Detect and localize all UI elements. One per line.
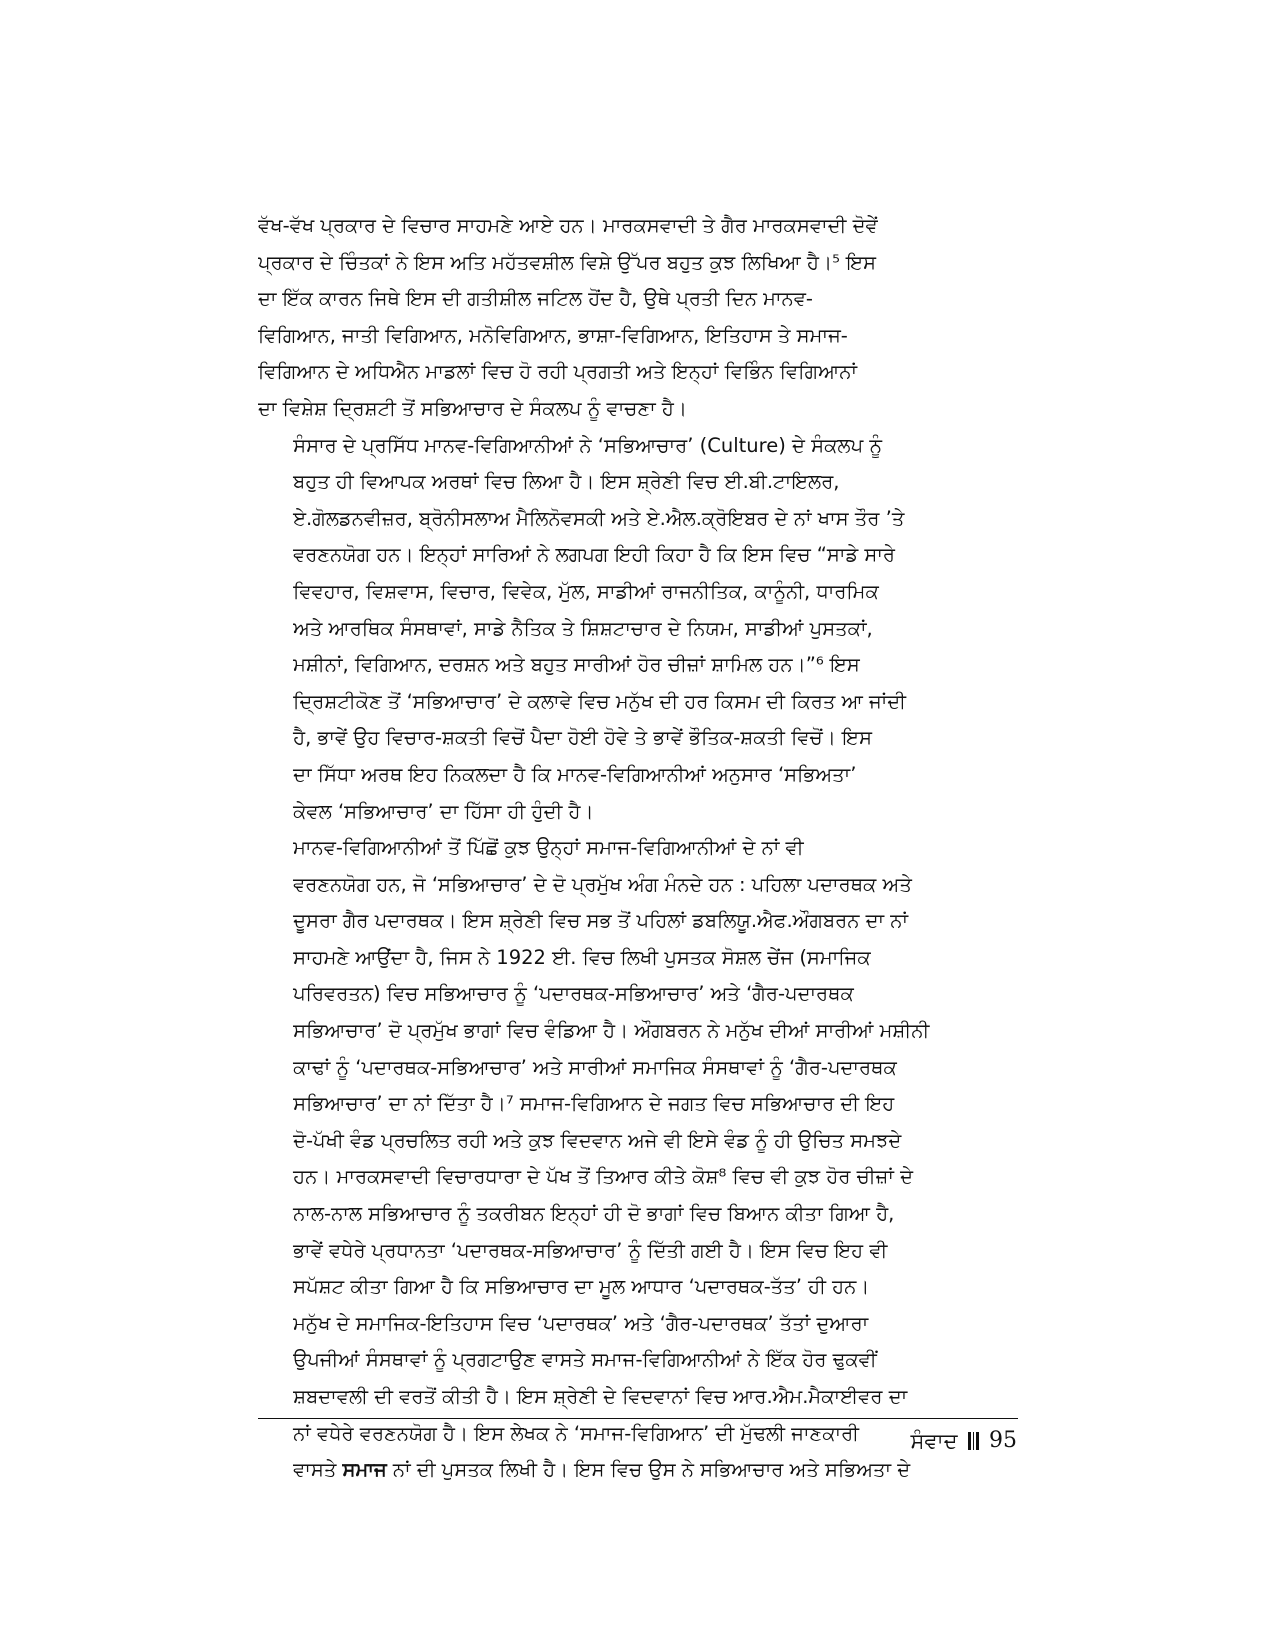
- text-line: ਕਾਢਾਂ ਨੂੰ ‘ਪਦਾਰਥਕ-ਸਭਿਆਚਾਰ’ ਅਤੇ ਸਾਰੀਆਂ ਸਮਾਜਿਕ ਸੰਸਥਾਵਾਂ ਨੂੰ ‘ਗੈਰ-ਪਦਾਰਥਕ: [293, 1055, 897, 1079]
- text-line: ਵਿਵਹਾਰ, ਵਿਸ਼ਵਾਸ, ਵਿਚਾਰ, ਵਿਵੇਕ, ਮੁੱਲ, ਸਾਡੀਆਂ ਰਾਜਨੀਤਿਕ, ਕਾਨੂੰਨੀ, ਧਾਰਮਿਕ: [293, 579, 879, 603]
- paragraph-4: [258, 1306, 1018, 1489]
- text-line: ਵਿਗਿਆਨ, ਜਾਤੀ ਵਿਗਿਆਨ, ਮਨੋਵਿਗਿਆਨ, ਭਾਸ਼ਾ-ਵਿਗਿਆਨ, ਇਤਿਹਾਸ ਤੇ ਸਮਾਜ-: [258, 323, 848, 347]
- text-line: ਸਭਿਆਚਾਰ’ ਦਾ ਨਾਂ ਦਿੱਤਾ ਹੈ।⁷ ਸਮਾਜ-ਵਿਗਿਆਨ ਦੇ ਜਗਤ ਵਿਚ ਸਭਿਆਚਾਰ ਦੀ ਇਹ: [293, 1092, 895, 1116]
- text-line: ਕੇਵਲ ‘ਸਭਿਆਚਾਰ’ ਦਾ ਹਿੱਸਾ ਹੀ ਹੁੰਦੀ ਹੈ।: [293, 799, 594, 823]
- text-line: ਸਪੱਸ਼ਟ ਕੀਤਾ ਗਿਆ ਹੈ ਕਿ ਸਭਿਆਚਾਰ ਦਾ ਮੂਲ ਆਧਾਰ ‘ਪਦਾਰਥਕ-ਤੱਤ’ ਹੀ ਹਨ।: [293, 1275, 870, 1299]
- text-line: ਦਾ ਇੱਕ ਕਾਰਨ ਜਿਥੇ ਇਸ ਦੀ ਗਤੀਸ਼ੀਲ ਜਟਿਲ ਹੋਂਦ ਹੈ, ਉਥੇ ਪ੍ਰਤੀ ਦਿਨ ਮਾਨਵ-: [258, 287, 813, 311]
- text-line: ਦੂਸਰਾ ਗੈਰ ਪਦਾਰਥਕ। ਇਸ ਸ਼੍ਰੇਣੀ ਵਿਚ ਸਭ ਤੋਂ ਪਹਿਲਾਂ ਡਬਲਿਯੂ.ਐਫ.ਔਗਬਰਨ ਦਾ ਨਾਂ: [293, 909, 909, 933]
- text-line: ਦ੍ਰਿਸ਼ਟੀਕੋਣ ਤੋਂ ‘ਸਭਿਆਚਾਰ’ ਦੇ ਕਲਾਵੇ ਵਿਚ ਮਨੁੱਖ ਦੀ ਹਰ ਕਿਸਮ ਦੀ ਕਿਰਤ ਆ ਜਾਂਦੀ: [293, 689, 907, 713]
- text-line: ਦਾ ਵਿਸ਼ੇਸ਼ ਦ੍ਰਿਸ਼ਟੀ ਤੋਂ ਸਭਿਆਚਾਰ ਦੇ ਸੰਕਲਪ ਨੂੰ ਵਾਚਣਾ ਹੈ।: [258, 396, 688, 420]
- text-line: ਪ੍ਰਕਾਰ ਦੇ ਚਿੰਤਕਾਂ ਨੇ ਇਸ ਅਤਿ ਮਹੱਤਵਸ਼ੀਲ ਵਿਸ਼ੇ ਉੱਪਰ ਬਹੁਤ ਕੁਝ ਲਿਖਿਆ ਹੈ।⁵ ਇਸ: [258, 250, 877, 274]
- text-line: ਸੰਸਾਰ ਦੇ ਪ੍ਰਸਿੱਧ ਮਾਨਵ-ਵਿਗਿਆਨੀਆਂ ਨੇ ‘ਸਭਿਆਚਾਰ’ (Culture) ਦੇ ਸੰਕਲਪ ਨੂੰ: [293, 433, 883, 457]
- text-line: ਮਸ਼ੀਨਾਂ, ਵਿਗਿਆਨ, ਦਰਸ਼ਨ ਅਤੇ ਬਹੁਤ ਸਾਰੀਆਂ ਹੋਰ ਚੀਜ਼ਾਂ ਸ਼ਾਮਿਲ ਹਨ।”⁶ ਇਸ: [293, 653, 860, 677]
- body-text: [258, 208, 1018, 1489]
- text-line: ਅਤੇ ਆਰਥਿਕ ਸੰਸਥਾਵਾਂ, ਸਾਡੇ ਨੈਤਿਕ ਤੇ ਸ਼ਿਸ਼ਟਾਚਾਰ ਦੇ ਨਿਯਮ, ਸਾਡੀਆਂ ਪੁਸਤਕਾਂ,: [293, 616, 873, 640]
- text-line: ਏ.ਗੋਲਡਨਵੀਜ਼ਰ, ਬ੍ਰੋਨੀਸਲਾਅ ਮੈਲਿਨੋਵਸਕੀ ਅਤੇ ਏ.ਐਲ.ਕ੍ਰੋਇਬਰ ਦੇ ਨਾਂ ਖਾਸ ਤੌਰ ’ਤੇ: [293, 506, 905, 530]
- paragraph-1: [258, 208, 1018, 428]
- paragraph-4-lines: [258, 1306, 1018, 1452]
- text-line: ਦਾ ਸਿੱਧਾ ਅਰਥ ਇਹ ਨਿਕਲਦਾ ਹੈ ਕਿ ਮਾਨਵ-ਵਿਗਿਆਨੀਆਂ ਅਨੁਸਾਰ ‘ਸਭਿਅਤਾ’: [293, 762, 857, 786]
- text-line: ਸਾਹਮਣੇ ਆਉਂਦਾ ਹੈ, ਜਿਸ ਨੇ 1922 ਈ. ਵਿਚ ਲਿਖੀ ਪੁਸਤਕ ਸੋਸ਼ਲ ਚੇਂਜ (ਸਮਾਜਿਕ: [293, 945, 871, 969]
- text-line: ਭਾਵੇਂ ਵਧੇਰੇ ਪ੍ਰਧਾਨਤਾ ‘ਪਦਾਰਥਕ-ਸਭਿਆਚਾਰ’ ਨੂੰ ਦਿੱਤੀ ਗਈ ਹੈ। ਇਸ ਵਿਚ ਇਹ ਵੀ: [293, 1238, 888, 1262]
- text-line: ਵਰਣਨਯੋਗ ਹਨ, ਜੋ ‘ਸਭਿਆਚਾਰ’ ਦੇ ਦੋ ਪ੍ਰਮੁੱਖ ਅੰਗ ਮੰਨਦੇ ਹਨ : ਪਹਿਲਾ ਪਦਾਰਥਕ ਅਤੇ: [293, 872, 912, 896]
- text-line: ਹੈ, ਭਾਵੇਂ ਉਹ ਵਿਚਾਰ-ਸ਼ਕਤੀ ਵਿਚੋਂ ਪੈਦਾ ਹੋਈ ਹੋਵੇ ਤੇ ਭਾਵੇਂ ਭੌਤਿਕ-ਸ਼ਕਤੀ ਵਿਚੋਂ। ਇਸ: [293, 726, 872, 750]
- final-line-lead: ਵਾਸਤੇ: [293, 1458, 343, 1482]
- text-line: ਵਿਗਿਆਨ ਦੇ ਅਧਿਐਨ ਮਾਡਲਾਂ ਵਿਚ ਹੋ ਰਹੀ ਪ੍ਰਗਤੀ ਅਤੇ ਇਨ੍ਹਾਂ ਵਿਭਿੰਨ ਵਿਗਿਆਨਾਂ: [258, 360, 858, 384]
- text-line: ਹਨ। ਮਾਰਕਸਵਾਦੀ ਵਿਚਾਰਧਾਰਾ ਦੇ ਪੱਖ ਤੋਂ ਤਿਆਰ ਕੀਤੇ ਕੋਸ਼⁸ ਵਿਚ ਵੀ ਕੁਝ ਹੋਰ ਚੀਜ਼ਾਂ ਦੇ: [293, 1165, 913, 1189]
- text-line: ਵੱਖ-ਵੱਖ ਪ੍ਰਕਾਰ ਦੇ ਵਿਚਾਰ ਸਾਹਮਣੇ ਆਏ ਹਨ। ਮਾਰਕਸਵਾਦੀ ਤੇ ਗੈਰ ਮਾਰਕਸਵਾਦੀ ਦੋਵੇਂ: [258, 214, 878, 237]
- text-line: ਸਭਿਆਚਾਰ’ ਦੋ ਪ੍ਰਮੁੱਖ ਭਾਗਾਂ ਵਿਚ ਵੰਡਿਆ ਹੈ। ਔਗਬਰਨ ਨੇ ਮਨੁੱਖ ਦੀਆਂ ਸਾਰੀਆਂ ਮਸ਼ੀਨੀ: [293, 1019, 930, 1043]
- text-line: ਨਾਲ-ਨਾਲ ਸਭਿਆਚਾਰ ਨੂੰ ਤਕਰੀਬਨ ਇਨ੍ਹਾਂ ਹੀ ਦੋ ਭਾਗਾਂ ਵਿਚ ਬਿਆਨ ਕੀਤਾ ਗਿਆ ਹੈ,: [293, 1202, 895, 1226]
- text-line: ਵਰਣਨਯੋਗ ਹਨ। ਇਨ੍ਹਾਂ ਸਾਰਿਆਂ ਨੇ ਲਗਪਗ ਇਹੀ ਕਿਹਾ ਹੈ ਕਿ ਇਸ ਵਿਚ “ਸਾਡੇ ਸਾਰੇ: [293, 543, 895, 567]
- text-line: ਉਪਜੀਆਂ ਸੰਸਥਾਵਾਂ ਨੂੰ ਪ੍ਰਗਟਾਉਣ ਵਾਸਤੇ ਸਮਾਜ-ਵਿਗਿਆਨੀਆਂ ਨੇ ਇੱਕ ਹੋਰ ਢੁਕਵੀਂ: [293, 1348, 877, 1372]
- text-line: ਮਨੁੱਖ ਦੇ ਸਮਾਜਿਕ-ਇਤਿਹਾਸ ਵਿਚ ‘ਪਦਾਰਥਕ’ ਅਤੇ ‘ਗੈਰ-ਪਦਾਰਥਕ’ ਤੱਤਾਂ ਦੁਆਰਾ: [293, 1311, 869, 1335]
- paragraph-3: [258, 830, 1018, 1306]
- footer-rule: [258, 1418, 1018, 1419]
- text-line: ਬਹੁਤ ਹੀ ਵਿਆਪਕ ਅਰਥਾਂ ਵਿਚ ਲਿਆ ਹੈ। ਇਸ ਸ਼੍ਰੇਣੀ ਵਿਚ ਈ.ਬੀ.ਟਾਇਲਰ,: [293, 470, 840, 494]
- book-title-bold: ਸਮਾਜ: [342, 1458, 387, 1482]
- page-number: 95: [989, 1428, 1017, 1453]
- text-line: ਮਾਨਵ-ਵਿਗਿਆਨੀਆਂ ਤੋਂ ਪਿੱਛੋਂ ਕੁਝ ਉਨ੍ਹਾਂ ਸਮਾਜ-ਵਿਗਿਆਨੀਆਂ ਦੇ ਨਾਂ ਵੀ: [293, 836, 804, 860]
- text-line: ਦੋ-ਪੱਖੀ ਵੰਡ ਪ੍ਰਚਲਿਤ ਰਹੀ ਅਤੇ ਕੁਝ ਵਿਦਵਾਨ ਅਜੇ ਵੀ ਇਸੇ ਵੰਡ ਨੂੰ ਹੀ ਉਚਿਤ ਸਮਝਦੇ: [293, 1128, 902, 1152]
- journal-name: ਸੰਵਾਦ: [910, 1429, 958, 1453]
- separator-bars-icon: [968, 1432, 980, 1450]
- page-footer: [910, 1426, 1017, 1456]
- text-line: ਸ਼ਬਦਾਵਲੀ ਦੀ ਵਰਤੋਂ ਕੀਤੀ ਹੈ। ਇਸ ਸ਼੍ਰੇਣੀ ਦੇ ਵਿਦਵਾਨਾਂ ਵਿਚ ਆਰ.ਐਮ.ਮੈਕਾਈਵਰ ਦਾ: [293, 1385, 908, 1408]
- text-line: ਨਾਂ ਵਧੇਰੇ ਵਰਣਨਯੋਗ ਹੈ। ਇਸ ਲੇਖਕ ਨੇ ‘ਸਮਾਜ-ਵਿਗਿਆਨ’ ਦੀ ਮੁੱਢਲੀ ਜਾਣਕਾਰੀ: [293, 1421, 860, 1445]
- final-line-rest: ਨਾਂ ਦੀ ਪੁਸਤਕ ਲਿਖੀ ਹੈ। ਇਸ ਵਿਚ ਉਸ ਨੇ ਸਭਿਆਚਾਰ ਅਤੇ ਸਭਿਅਤਾ ਦੇ: [386, 1458, 911, 1482]
- text-line: ਪਰਿਵਰਤਨ) ਵਿਚ ਸਭਿਆਚਾਰ ਨੂੰ ‘ਪਦਾਰਥਕ-ਸਭਿਆਚਾਰ’ ਅਤੇ ‘ਗੈਰ-ਪਦਾਰਥਕ: [293, 982, 854, 1006]
- paragraph-2: [258, 428, 1018, 831]
- paragraph-4-final-line: [258, 1452, 1018, 1489]
